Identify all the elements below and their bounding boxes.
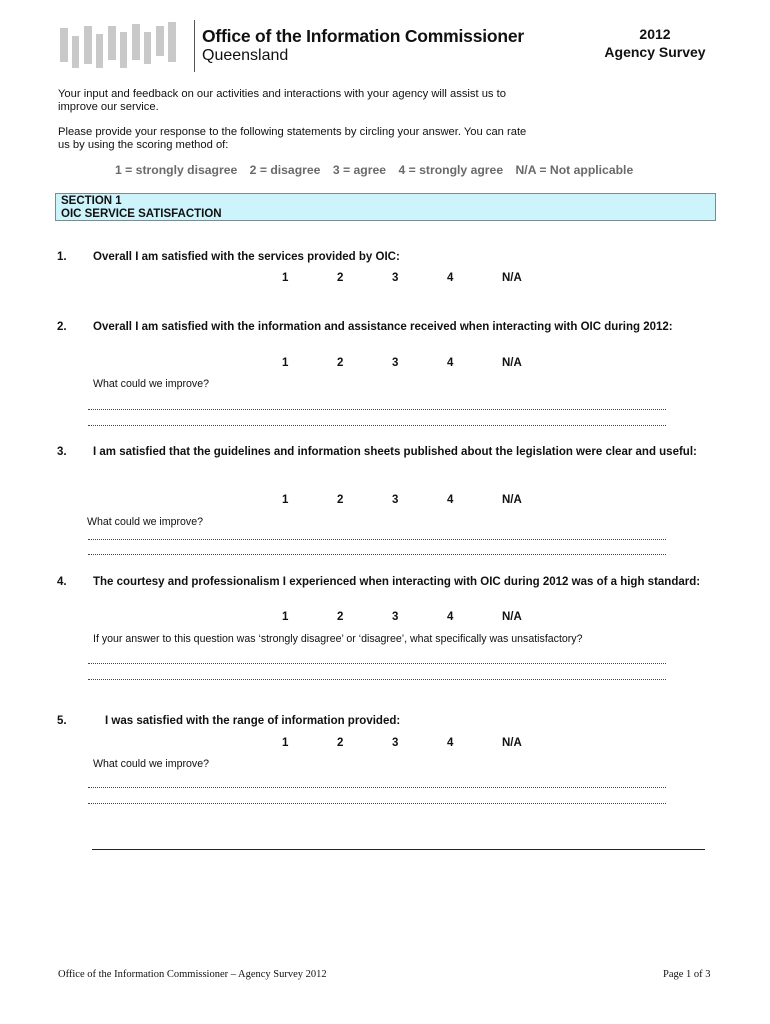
q5-rating-2[interactable]: 2: [337, 737, 344, 749]
q2-answer-line-1[interactable]: [88, 408, 666, 410]
section-end-divider: [92, 849, 705, 850]
question-1-number: 1.: [57, 251, 67, 263]
q1-rating-2[interactable]: 2: [337, 272, 344, 284]
q2-rating-3[interactable]: 3: [392, 357, 399, 369]
logo-divider: [194, 20, 195, 72]
q4-answer-line-2[interactable]: [88, 678, 666, 680]
q4-rating-na[interactable]: N/A: [502, 611, 522, 623]
q3-rating-2[interactable]: 2: [337, 494, 344, 506]
rating-scale-legend: [115, 163, 642, 177]
q2-rating-2[interactable]: 2: [337, 357, 344, 369]
scale-item-2: 2 = disagree: [249, 163, 321, 177]
oic-logo-bars: [60, 20, 190, 72]
q3-rating-na[interactable]: N/A: [502, 494, 522, 506]
footer-page-number: Page 1 of 3: [663, 969, 711, 980]
question-4-text: The courtesy and professionalism I experienced when interacting with OIC during 2012 was of a high standard:: [93, 576, 701, 588]
q3-answer-line-1[interactable]: [88, 538, 666, 540]
q1-rating-na[interactable]: N/A: [502, 272, 522, 284]
section-title: OIC SERVICE SATISFACTION: [61, 208, 222, 220]
q4-answer-line-1[interactable]: [88, 662, 666, 664]
question-4-prompt: If your answer to this question was ‘strongly disagree’ or ‘disagree’, what specifically was unsatisfactory?: [93, 633, 583, 645]
question-3-prompt: What could we improve?: [87, 516, 203, 528]
q5-rating-1[interactable]: 1: [282, 737, 289, 749]
question-4-number: 4.: [57, 576, 67, 588]
section-header: [55, 193, 716, 221]
q4-rating-2[interactable]: 2: [337, 611, 344, 623]
q4-rating-4[interactable]: 4: [447, 611, 454, 623]
q5-rating-3[interactable]: 3: [392, 737, 399, 749]
org-name: Office of the Information Commissioner: [202, 26, 525, 46]
question-2-text: Overall I am satisfied with the information and assistance received when interacting with OIC during 2012:: [93, 321, 673, 333]
q5-answer-line-1[interactable]: [88, 786, 666, 788]
scale-item-4: 4 = strongly agree: [398, 163, 504, 177]
q4-rating-3[interactable]: 3: [392, 611, 399, 623]
question-3-text: I am satisfied that the guidelines and information sheets published about the legislation were clear and useful:: [93, 446, 697, 458]
scale-item-1: 1 = strongly disagree: [115, 163, 238, 177]
question-1-text: Overall I am satisfied with the services provided by OIC:: [93, 251, 400, 263]
q1-rating-1[interactable]: 1: [282, 272, 289, 284]
q2-rating-1[interactable]: 1: [282, 357, 289, 369]
question-2-prompt: What could we improve?: [93, 378, 209, 390]
q4-rating-1[interactable]: 1: [282, 611, 289, 623]
question-5-prompt: What could we improve?: [93, 758, 209, 770]
q3-rating-4[interactable]: 4: [447, 494, 454, 506]
q1-rating-3[interactable]: 3: [392, 272, 399, 284]
question-3-number: 3.: [57, 446, 67, 458]
scale-item-3: 3 = agree: [332, 163, 387, 177]
survey-year: 2012: [639, 26, 671, 42]
scale-item-na: N/A = Not applicable: [515, 163, 634, 177]
q1-rating-4[interactable]: 4: [447, 272, 454, 284]
org-state: Queensland: [202, 47, 289, 64]
section-number: SECTION 1: [61, 195, 122, 207]
q5-answer-line-2[interactable]: [88, 802, 666, 804]
question-5-text: I was satisfied with the range of information provided:: [105, 715, 401, 727]
q3-rating-1[interactable]: 1: [282, 494, 289, 506]
question-5-number: 5.: [57, 715, 67, 727]
q5-rating-na[interactable]: N/A: [502, 737, 522, 749]
footer-document-title: Office of the Information Commissioner – Agency Survey 2012: [58, 969, 327, 980]
q5-rating-4[interactable]: 4: [447, 737, 454, 749]
intro-paragraph-2: Please provide your response to the following statements by circling your answer. You can rate us by using the scoring method of:: [58, 126, 527, 151]
q2-answer-line-2[interactable]: [88, 424, 666, 426]
q2-rating-4[interactable]: 4: [447, 357, 454, 369]
intro-paragraph-1: Your input and feedback on our activities and interactions with your agency will assist us to improve our service.: [58, 88, 506, 113]
q2-rating-na[interactable]: N/A: [502, 357, 522, 369]
question-2-number: 2.: [57, 321, 67, 333]
survey-title: Agency Survey: [604, 44, 706, 60]
q3-rating-3[interactable]: 3: [392, 494, 399, 506]
q3-answer-line-2[interactable]: [88, 553, 666, 555]
